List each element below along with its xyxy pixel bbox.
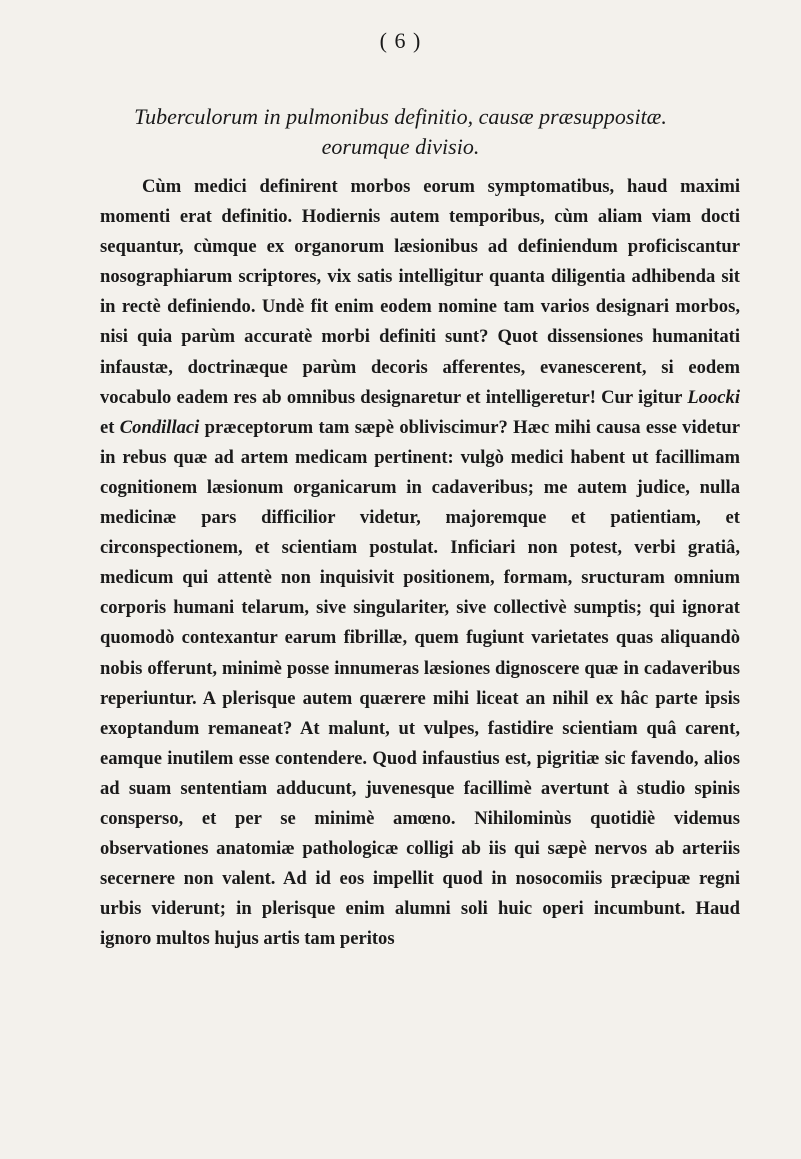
body-text — [100, 172, 740, 954]
heading-line-1: Tuberculorum in pulmonibus definitio, causæ præsuppositæ. — [134, 104, 667, 129]
page-number: ( 6 ) — [379, 28, 422, 53]
section-heading — [0, 102, 801, 162]
author-name-loocki: Loocki — [687, 386, 740, 408]
body-text-part-2: et — [100, 416, 120, 438]
author-name-condillaci: Condillaci — [119, 416, 200, 438]
body-text-part-1: Cùm medici definirent morbos eorum symptomatibus, haud maximi momenti erat definitio. Hodiernis autem temporibus, cùm aliam viam docti sequantur, cùmque ex organorum læsionibus ad definiendum proficiscantur nosographiarum scriptores, vix satis intelligitur quanta diligentia adhibenda sit in rectè definiendo. Undè fit enim eodem nomine tam varios designari morbos, nisi quia parùm accuratè morbi definiti sunt? Quot dissensiones humanitati infaustæ, doctrinæque parùm decoris afferentes, evanescerent, si eodem vocabulo eadem res ab omnibus designaretur et intelligeretur! Cur igitur — [100, 176, 740, 408]
body-text-part-3: præceptorum tam sæpè obliviscimur? Hæc mihi causa esse videtur in rebus quæ ad artem medicam pertinent: vulgò medici habent ut facillimam cognitionem læsionum organicarum in cadaveribus; me autem judice, nulla medicinæ pars difficilior videtur, majoremque et patientiam, et circonspectionem, et scientiam postulat. Inficiari non potest, verbi gratiâ, medicum qui attentè non inquisivit positionem, formam, sructuram omnium corporis humani telarum, sive singulariter, sive collectivè sumptis; qui ignorat quomodò contexantur earum fibrillæ, quem fugiunt varietates quas aliquandò nobis offerunt, minimè posse innumeras læsiones dignoscere quæ in cadaveribus reperiuntur. A plerisque autem quærere mihi liceat an nihil ex hâc parte ipsis exoptandum remaneat? At malunt, ut vulpes, fastidire scientiam quâ carent, eamque inutilem esse contendere. Quod infaustius est, pigritiæ sic favendo, alios ad suam sententiam adducunt, juvenesque facillimè avertunt à studio spinis consperso, et per se minimè amœno. Nihilominùs quotidiè videmus observationes anatomiæ pathologicæ colligi ab iis qui sæpè nervos ab arteriis secernere non valent. Ad id eos impellit quod in nosocomiis præcipuæ regni urbis viderunt; in plerisque enim alumni soli huic operi incumbunt. Haud ignoro multos hujus artis tam peritos — [100, 416, 740, 950]
body-paragraph — [100, 172, 740, 954]
heading-line-2: eorumque divisio. — [321, 134, 480, 159]
